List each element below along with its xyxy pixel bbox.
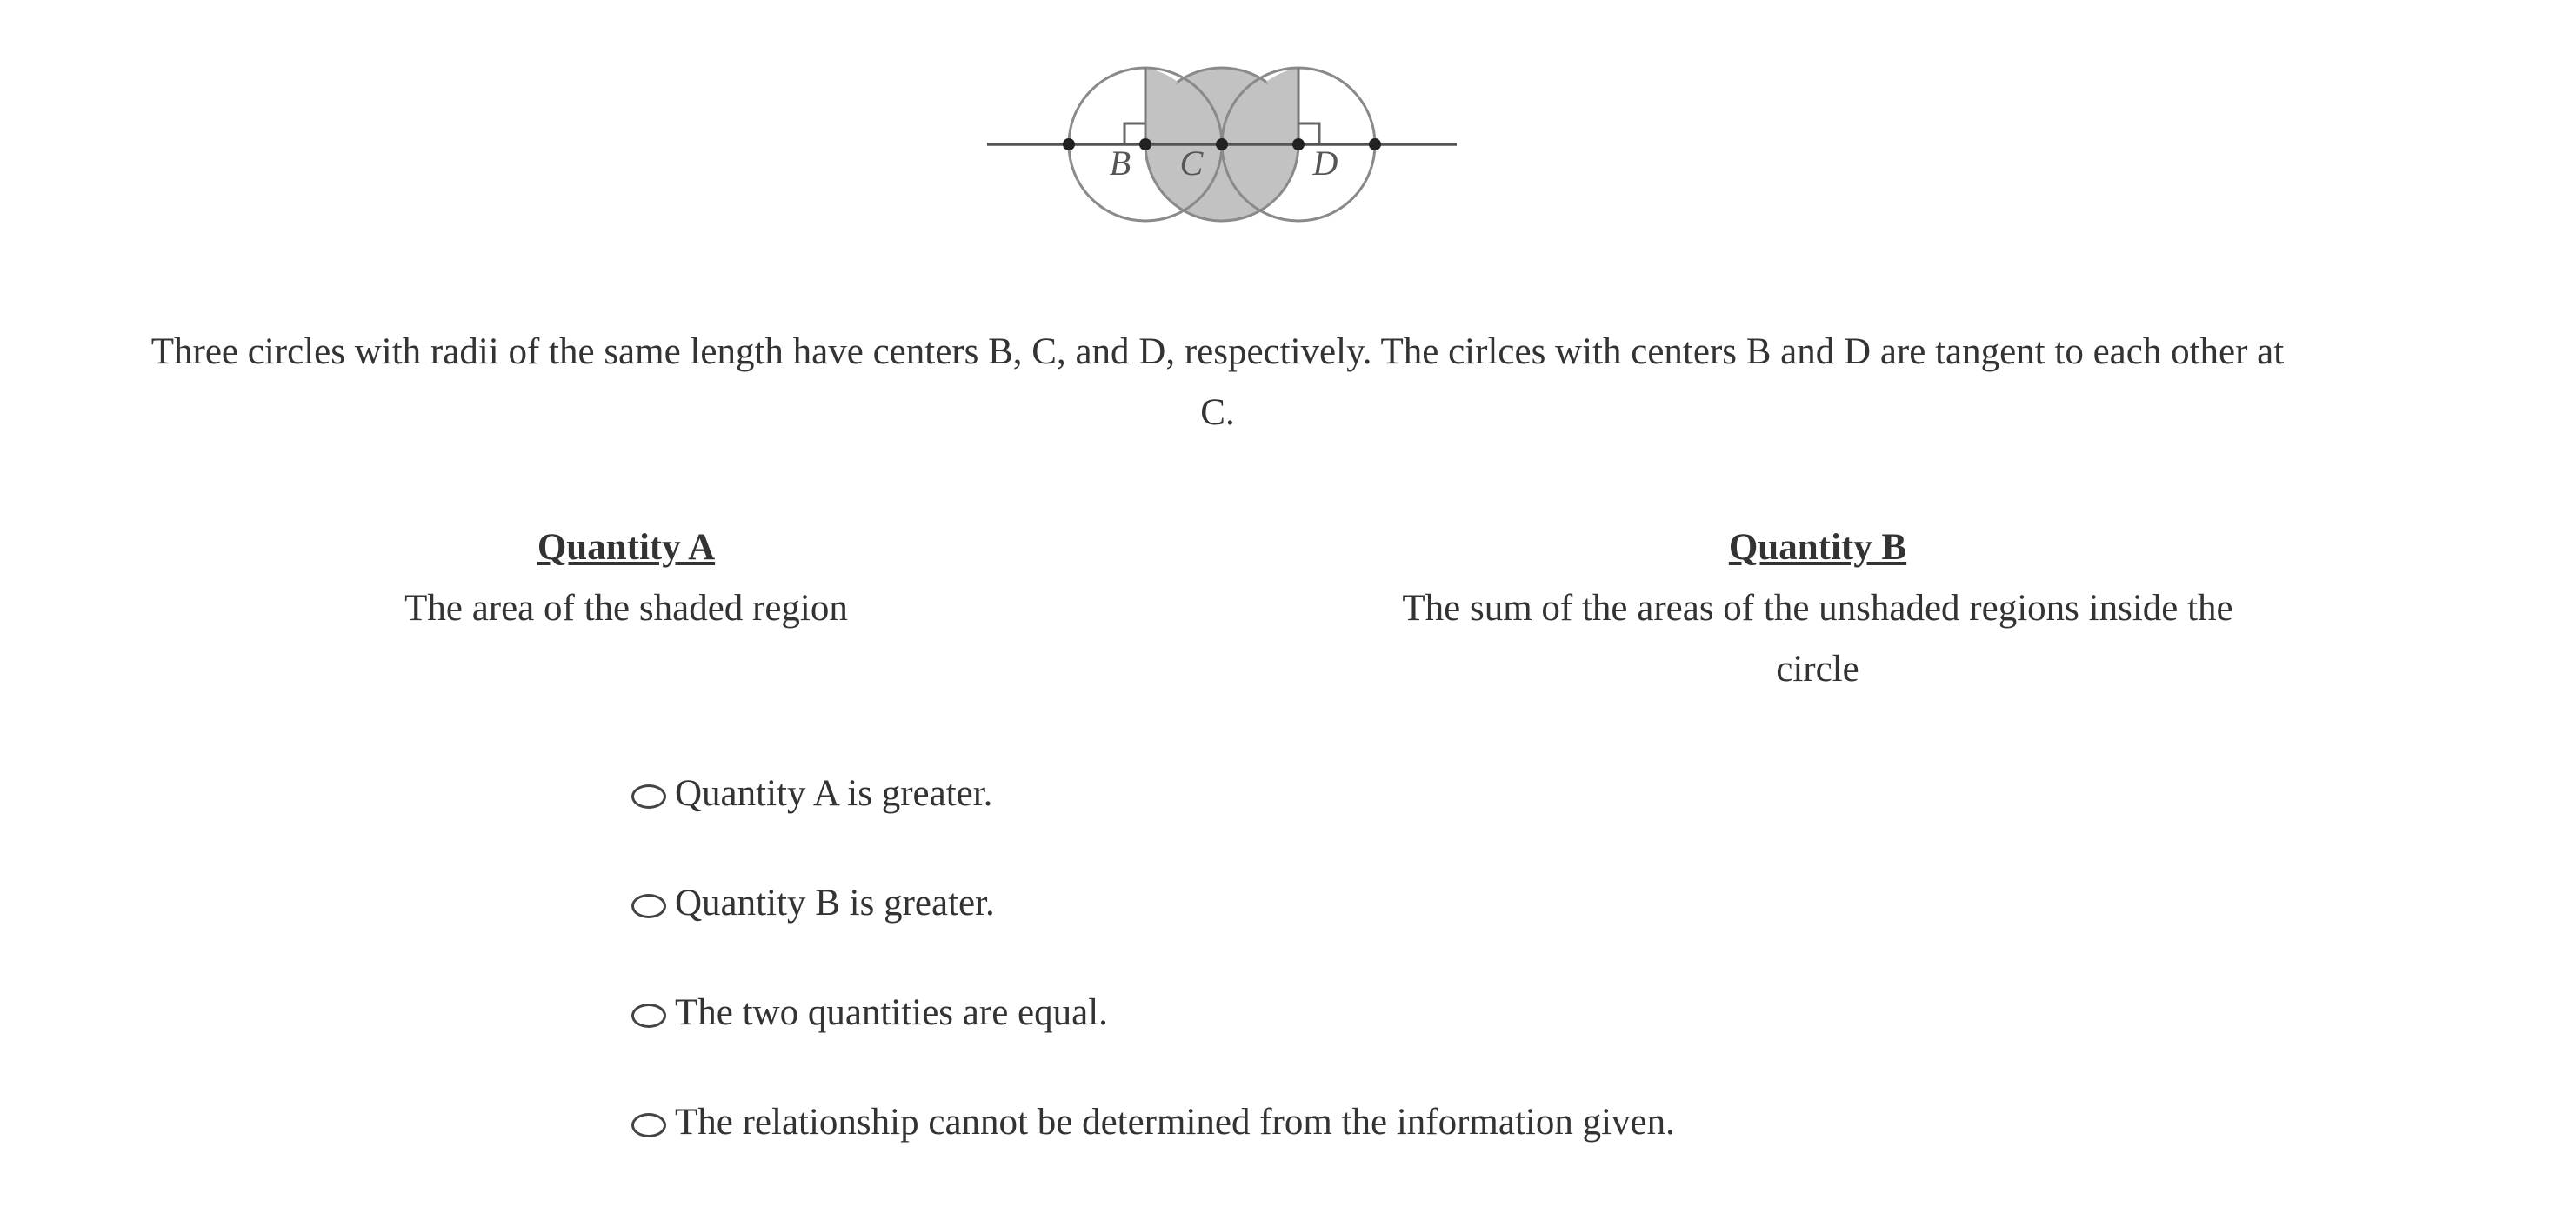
choice-label: Quantity B is greater. — [675, 882, 995, 924]
choice-a-greater[interactable] — [631, 758, 2197, 828]
quantity-b-text: The sum of the areas of the unshaded regions inside the circle — [1402, 588, 2233, 690]
choice-label: Quantity A is greater. — [675, 772, 993, 814]
choice-label: The relationship cannot be determined from the information given. — [675, 1101, 1675, 1143]
choice-equal[interactable] — [631, 977, 2197, 1047]
point-right-end — [1369, 138, 1381, 150]
label-d: D — [1312, 143, 1338, 183]
point-left-end — [1063, 138, 1075, 150]
radio-button[interactable] — [631, 1113, 666, 1137]
three-circles-diagram — [974, 50, 1470, 242]
quantity-a-text: The area of the shaded region — [404, 588, 848, 629]
point-b — [1139, 138, 1151, 150]
geometry-figure — [974, 50, 1470, 242]
question-stem: Three circles with radii of the same length have centers B, C, and D, respectively. The cirlces with centers B and D are tangent to each other at C. — [150, 331, 2285, 433]
choice-b-greater[interactable] — [631, 868, 2197, 937]
radio-button[interactable] — [631, 894, 666, 918]
quantity-a-column — [252, 517, 1000, 639]
label-c: C — [1179, 143, 1204, 183]
quantity-b-heading: Quantity B — [1728, 527, 1907, 568]
answer-choices — [631, 758, 2197, 1197]
label-b: B — [1109, 143, 1131, 183]
point-c — [1216, 138, 1228, 150]
quantity-a-heading: Quantity A — [537, 527, 716, 568]
quantity-b-column — [1357, 517, 2279, 700]
radio-button[interactable] — [631, 784, 666, 809]
radio-button[interactable] — [631, 1004, 666, 1028]
choice-cannot-determine[interactable] — [631, 1087, 2197, 1157]
point-d — [1292, 138, 1305, 150]
choice-label: The two quantities are equal. — [675, 991, 1108, 1033]
